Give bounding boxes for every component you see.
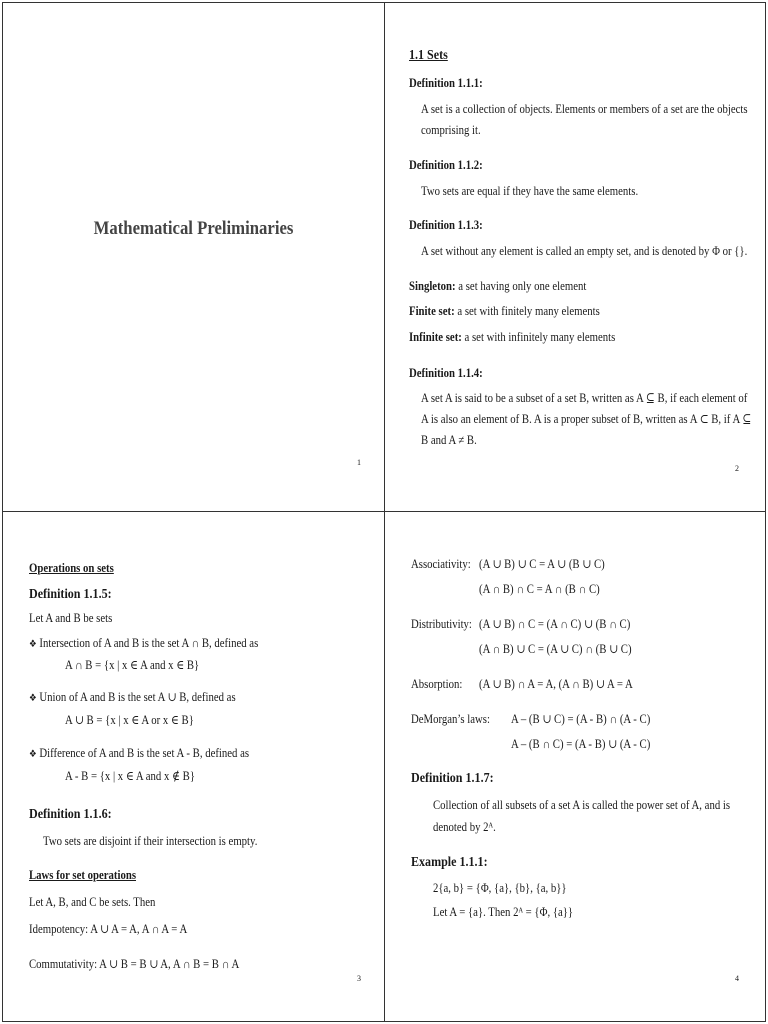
formula-distributivity-1: (A ∪ B) ∩ C = (A ∩ C) ∪ (B ∩ C) [479, 617, 631, 631]
law-label-distributivity: Distributivity: [411, 617, 472, 631]
definition-text: denoted by 2ᴬ. [433, 820, 496, 834]
definition-text: A is also an element of B. A is a proper subset of B, written as A ⊂ B, if A ⊆ [421, 412, 752, 426]
formula-intersection: A ∩ B = {x | x ∈ A and x ∈ B} [65, 658, 200, 672]
laws-intro: Let A, B, and C be sets. Then [29, 895, 156, 909]
definition-label: Definition 1.1.2: [409, 158, 483, 172]
formula-demorgan-2: A – (B ∩ C) = (A - B) ∪ (A - C) [511, 737, 651, 751]
law-label-demorgan: DeMorgan’s laws: [411, 712, 490, 726]
definition-text: Let A and B be sets [29, 611, 113, 625]
formula-absorption: (A ∪ B) ∩ A = A, (A ∩ B) ∪ A = A [479, 677, 633, 691]
formula-difference: A - B = {x | x ∈ A and x ∉ B} [65, 769, 196, 783]
definition-text: Two sets are disjoint if their intersection is empty. [43, 834, 258, 848]
page-number: 3 [357, 974, 361, 983]
page-number: 4 [735, 974, 739, 983]
term-singleton: Singleton: a set having only one element [409, 279, 587, 293]
definition-label: Definition 1.1.5: [29, 587, 112, 602]
definition-text: Two sets are equal if they have the same elements. [421, 184, 639, 198]
law-idempotency: Idempotency: A ∪ A = A, A ∩ A = A [29, 922, 188, 936]
definition-label: Definition 1.1.6: [29, 807, 112, 822]
page-number: 2 [735, 464, 739, 473]
formula-union: A ∪ B = {x | x ∈ A or x ∈ B} [65, 713, 194, 727]
definition-label: Definition 1.1.7: [411, 771, 494, 786]
formula-distributivity-2: (A ∩ B) ∪ C = (A ∪ C) ∩ (B ∪ C) [479, 642, 632, 656]
formula-demorgan-1: A – (B ∪ C) = (A - B) ∩ (A - C) [511, 712, 651, 726]
definition-label: Definition 1.1.3: [409, 218, 483, 232]
definition-text: Collection of all subsets of a set A is called the power set of A, and is [433, 798, 731, 812]
slide-3 [2, 511, 385, 1022]
section-heading: 1.1 Sets [409, 48, 448, 63]
definition-text: B and A ≠ B. [421, 433, 477, 447]
law-label-associativity: Associativity: [411, 557, 471, 571]
term-finite: Finite set: a set with finitely many elements [409, 304, 600, 318]
formula-associativity-2: (A ∩ B) ∩ C = A ∩ (B ∩ C) [479, 582, 600, 596]
example-label: Example 1.1.1: [411, 855, 488, 870]
definition-text: A set A is said to be a subset of a set B, written as A ⊆ B, if each element of [421, 391, 748, 405]
definition-text: A set is a collection of objects. Elements or members of a set are the objects [421, 102, 748, 116]
bullet-union: ❖ Union of A and B is the set A ∪ B, defined as [29, 690, 236, 704]
formula-associativity-1: (A ∪ B) ∪ C = A ∪ (B ∪ C) [479, 557, 605, 571]
slide-2 [384, 2, 766, 512]
definition-label: Definition 1.1.4: [409, 366, 483, 380]
slide-1 [2, 2, 385, 512]
law-label-absorption: Absorption: [411, 677, 463, 691]
laws-heading: Laws for set operations [29, 868, 137, 882]
definition-text: A set without any element is called an empty set, and is denoted by Φ or {}. [421, 244, 748, 258]
bullet-intersection: ❖ Intersection of A and B is the set A ∩ B, defined as [29, 636, 259, 650]
law-commutativity: Commutativity: A ∪ B = B ∪ A, A ∩ B = B ∩ A [29, 957, 240, 971]
bullet-difference: ❖ Difference of A and B is the set A - B, defined as [29, 746, 250, 760]
example-line: Let A = {a}. Then 2ᴬ = {Φ, {a}} [433, 905, 574, 919]
example-line: 2{a, b} = {Φ, {a}, {b}, {a, b}} [433, 881, 567, 895]
section-heading: Operations on sets [29, 561, 114, 575]
definition-label: Definition 1.1.1: [409, 76, 483, 90]
page-number: 1 [357, 458, 361, 467]
term-infinite: Infinite set: a set with infinitely many elements [409, 330, 616, 344]
slide-4 [384, 511, 766, 1022]
slide-title: Mathematical Preliminaries [93, 218, 294, 239]
definition-text: comprising it. [421, 123, 481, 137]
